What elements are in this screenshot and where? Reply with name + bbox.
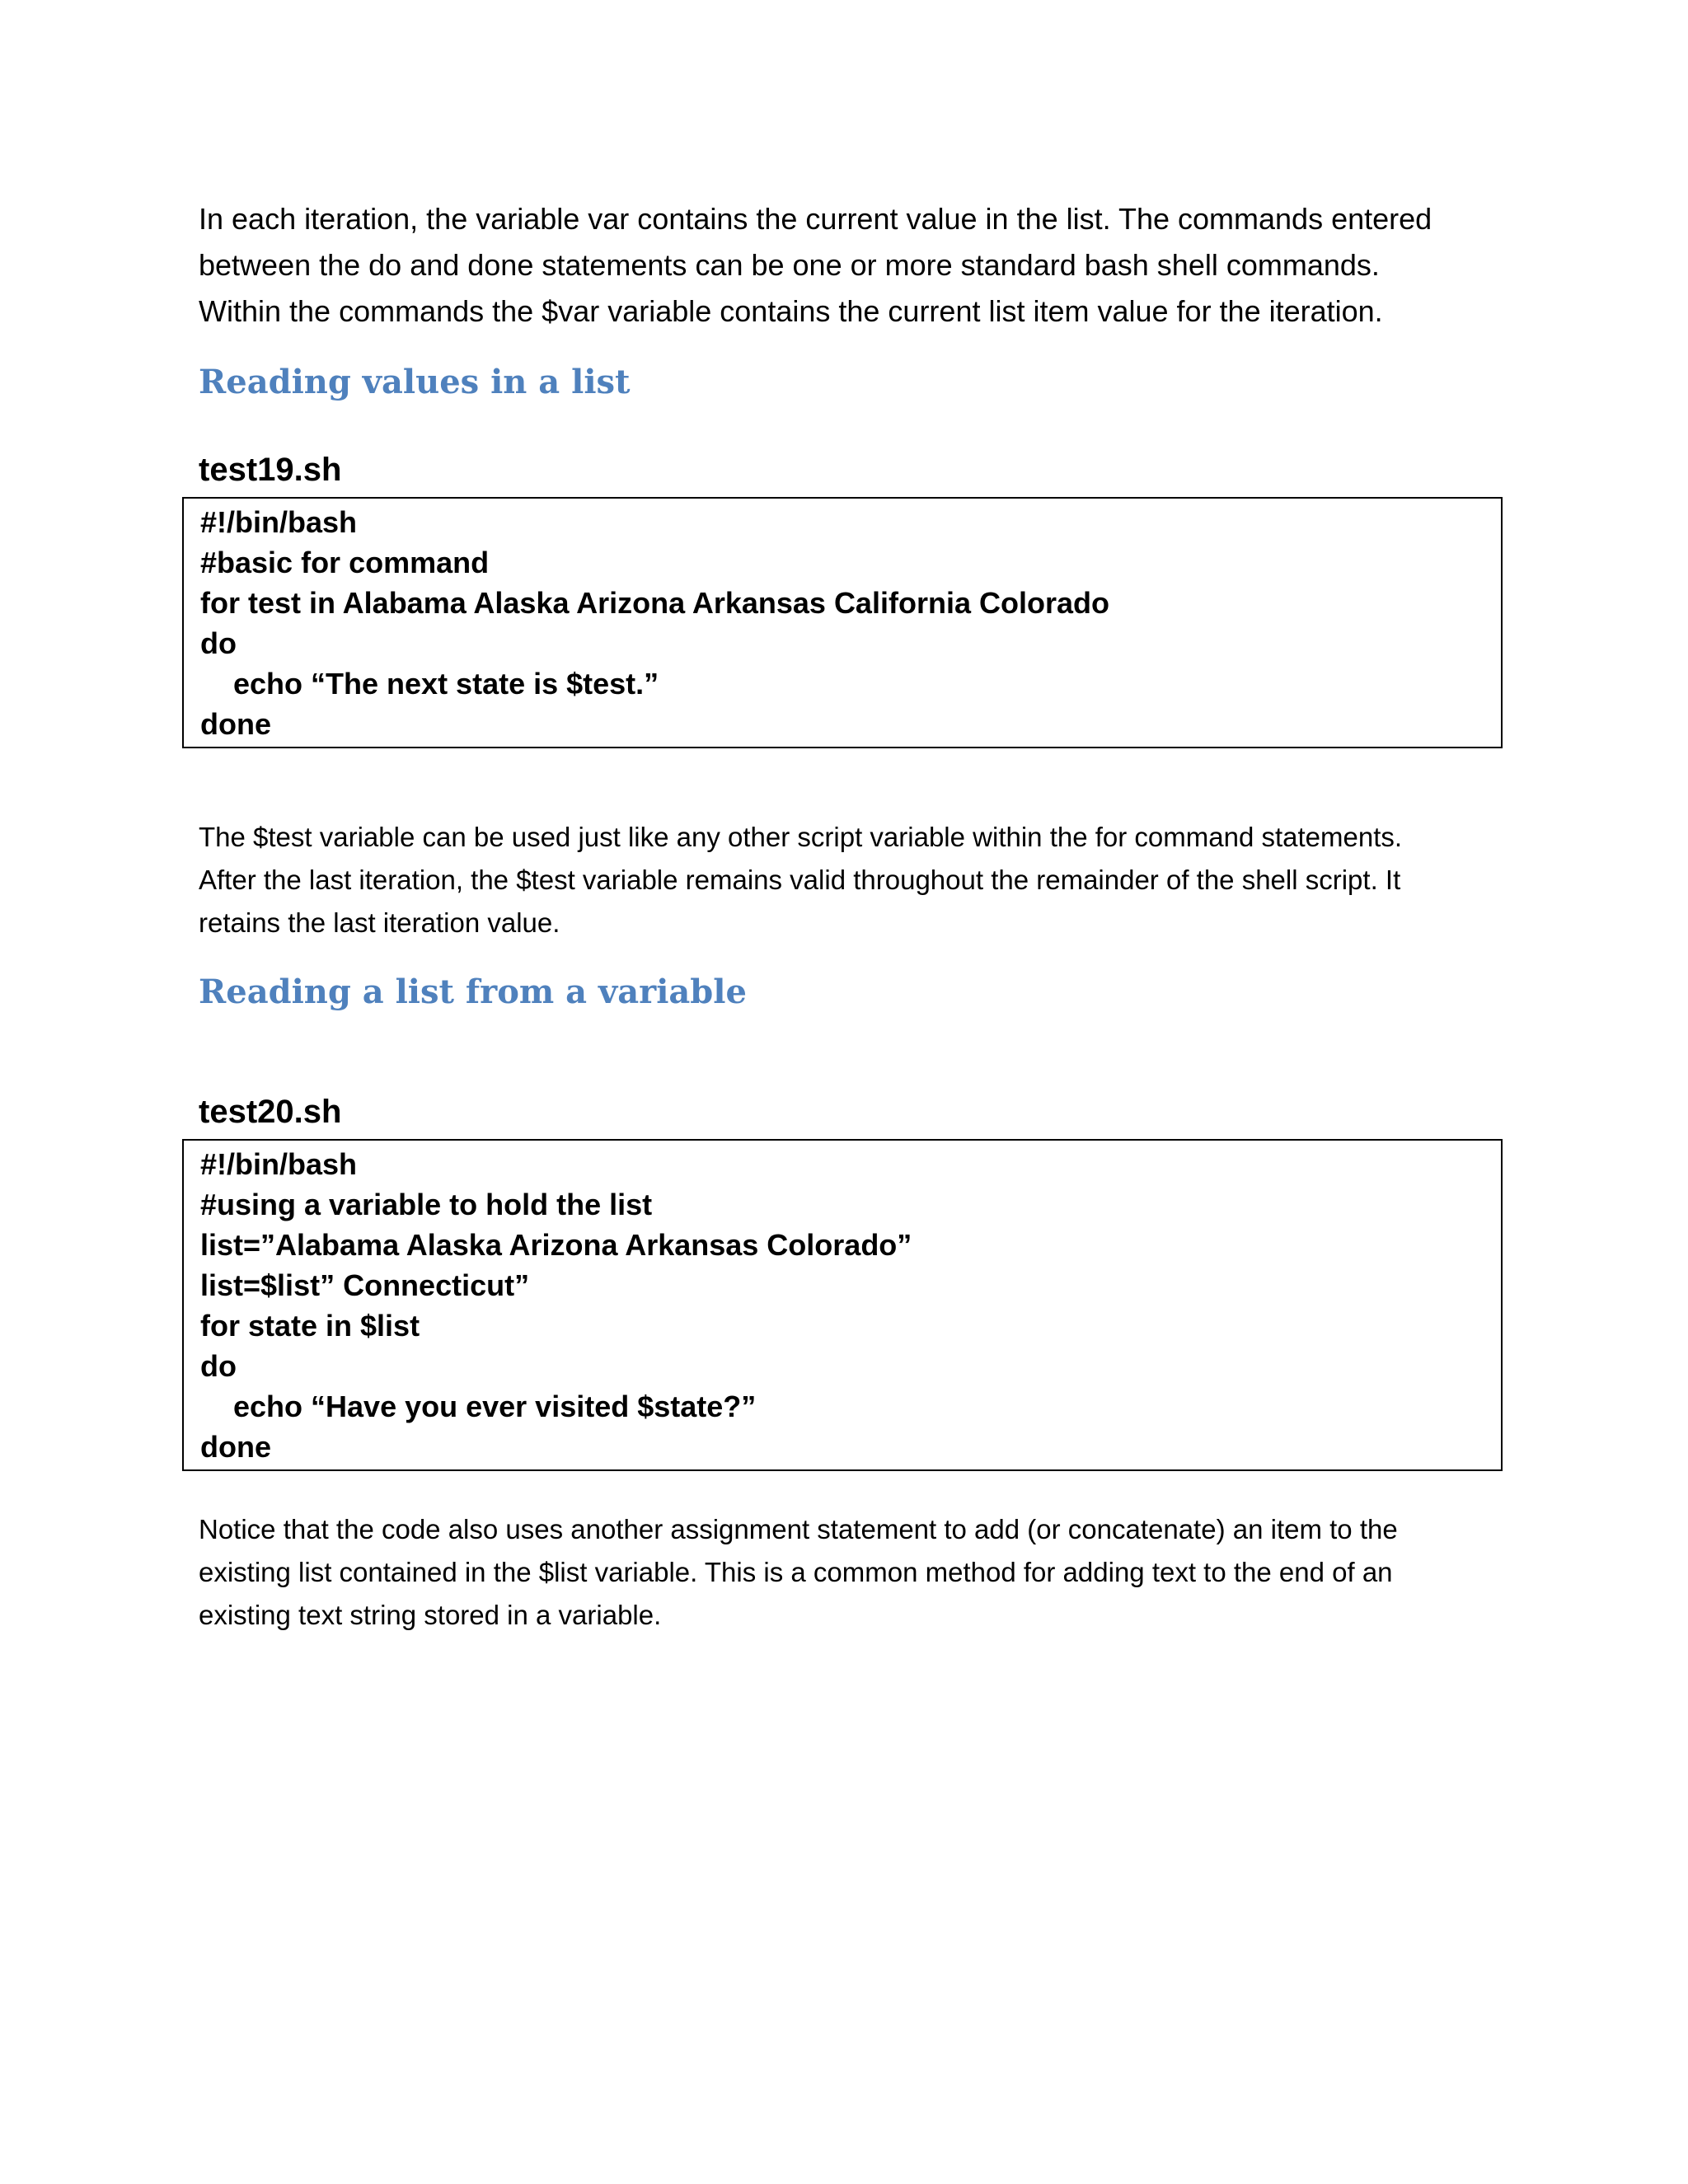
explanation-line: After the last iteration, the $test variable remains valid throughout the remainder of the shell script. It <box>199 865 1401 895</box>
intro-line: In each iteration, the variable var contains the current value in the list. The commands entered <box>199 202 1432 236</box>
code-block-test19 <box>182 497 1503 748</box>
explanation-line: The $test variable can be used just like any other script variable within the for command statements. <box>199 822 1403 852</box>
intro-paragraph <box>199 196 1484 335</box>
code-line: do <box>200 626 237 660</box>
code-line: done <box>200 1430 271 1464</box>
code-line: do <box>200 1349 237 1383</box>
code-line: echo “The next state is $test.” <box>200 667 659 701</box>
code-line: #basic for command <box>200 546 490 579</box>
code-line: list=$list” Connecticut” <box>200 1268 530 1302</box>
section-heading-reading-values <box>199 363 1484 401</box>
section-heading-reading-list-variable <box>199 972 1484 1011</box>
explanation-paragraph-test19 <box>199 816 1484 944</box>
code-line: #!/bin/bash <box>200 1147 358 1181</box>
explanation-line: Notice that the code also uses another assignment statement to add (or concatenate) an item to the <box>199 1514 1398 1544</box>
explanation-line: existing list contained in the $list variable. This is a common method for adding text to the end of an <box>199 1557 1393 1587</box>
filename-label: test20.sh <box>199 1094 342 1130</box>
code-line: for state in $list <box>200 1309 420 1343</box>
code-line: for test in Alabama Alaska Arizona Arkansas California Colorado <box>200 586 1109 620</box>
script-filename-test19 <box>199 452 1484 489</box>
code-line: echo “Have you ever visited $state?” <box>200 1390 757 1423</box>
code-line: list=”Alabama Alaska Arizona Arkansas Colorado” <box>200 1228 912 1262</box>
explanation-line: existing text string stored in a variable. <box>199 1600 662 1630</box>
code-line: done <box>200 707 271 741</box>
section-heading: Reading a list from a variable <box>199 972 747 1011</box>
section-heading: Reading values in a list <box>199 363 631 401</box>
code-line: #!/bin/bash <box>200 505 358 539</box>
filename-label: test19.sh <box>199 452 342 488</box>
code-line: #using a variable to hold the list <box>200 1188 653 1221</box>
intro-line: between the do and done statements can be one or more standard bash shell commands. <box>199 248 1380 282</box>
explanation-paragraph-test20 <box>199 1508 1484 1637</box>
explanation-line: retains the last iteration value. <box>199 907 560 938</box>
intro-line: Within the commands the $var variable contains the current list item value for the iteration. <box>199 294 1383 328</box>
code-block-test20 <box>182 1139 1503 1471</box>
script-filename-test20 <box>199 1094 1484 1131</box>
